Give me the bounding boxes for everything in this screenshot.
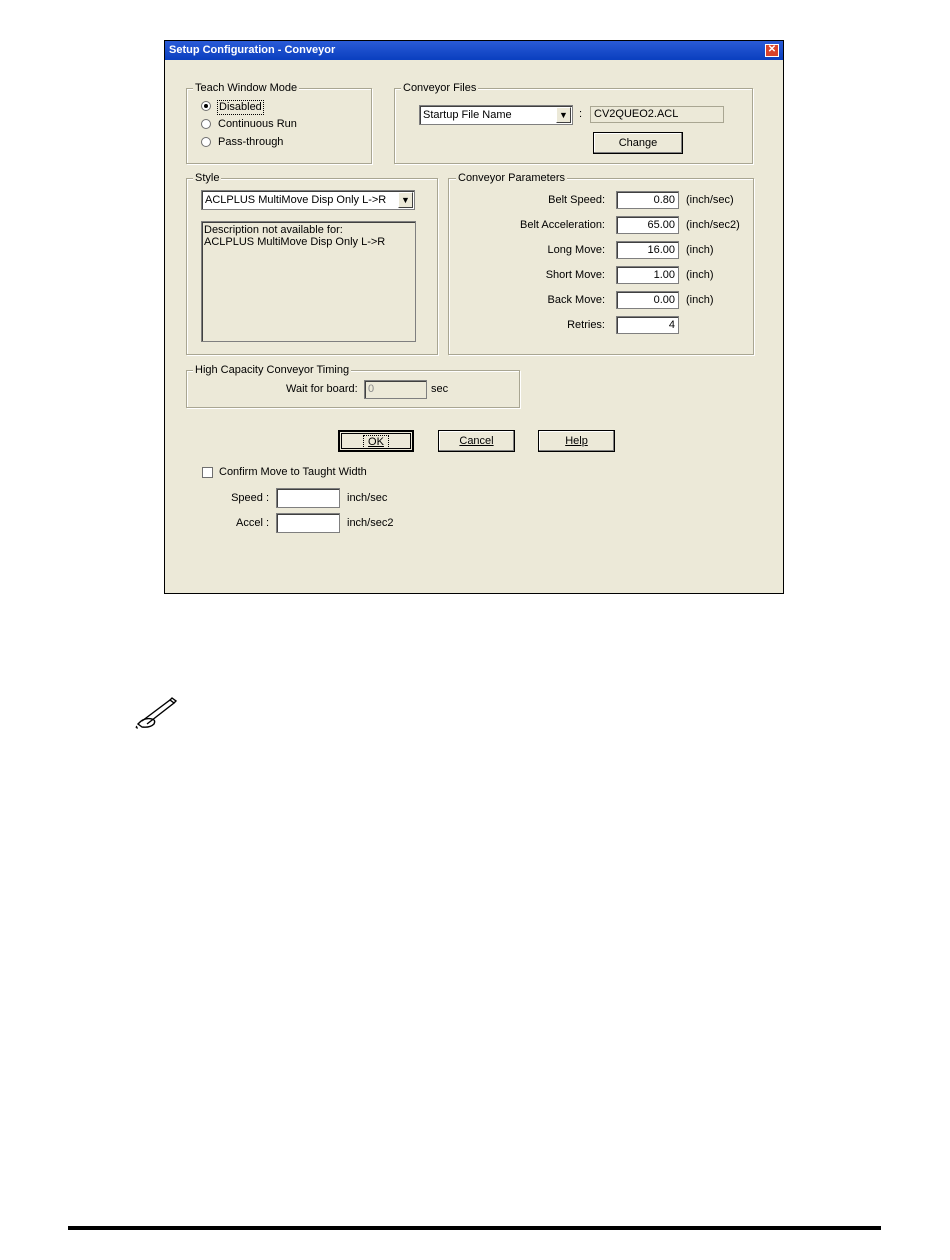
chevron-down-icon[interactable]: ▼: [556, 107, 571, 123]
radio-continuous-run[interactable]: [201, 119, 211, 129]
high-capacity-legend: High Capacity Conveyor Timing: [195, 364, 350, 376]
conveyor-files-legend: Conveyor Files: [403, 82, 477, 94]
radio-pass-through[interactable]: [201, 137, 211, 147]
close-button[interactable]: ✕: [765, 44, 779, 57]
cancel-button-label: Cancel: [459, 435, 494, 447]
teach-window-mode-legend: Teach Window Mode: [195, 82, 298, 94]
ok-button-label: OK: [363, 435, 389, 449]
long-move-input[interactable]: 16.00: [616, 241, 679, 259]
belt-speed-label: Belt Speed:: [548, 194, 605, 206]
style-description-line1: Description not available for:: [204, 224, 343, 236]
long-move-unit: (inch): [686, 244, 714, 256]
style-legend: Style: [195, 172, 220, 184]
style-description-line2: ACLPLUS MultiMove Disp Only L->R: [204, 236, 386, 248]
help-button[interactable]: [538, 430, 615, 452]
retries-label: Retries:: [567, 319, 605, 331]
back-move-input[interactable]: 0.00: [616, 291, 679, 309]
speed-input[interactable]: [276, 488, 340, 508]
long-move-label: Long Move:: [547, 244, 605, 256]
pencil-note-icon: [134, 697, 178, 729]
radio-disabled[interactable]: [201, 101, 211, 111]
confirm-move-label[interactable]: Confirm Move to Taught Width: [219, 466, 367, 478]
conveyor-files-group: [394, 88, 753, 164]
accel-label: Accel :: [235, 517, 269, 529]
retries-input[interactable]: 4: [616, 316, 679, 334]
cancel-button[interactable]: [438, 430, 515, 452]
short-move-input[interactable]: 1.00: [616, 266, 679, 284]
belt-acceleration-label: Belt Acceleration:: [520, 219, 605, 231]
page-bottom-rule: [68, 1226, 881, 1230]
dialog-title: Setup Configuration - Conveyor: [165, 41, 783, 60]
belt-acceleration-input[interactable]: 65.00: [616, 216, 679, 234]
radio-disabled-label[interactable]: Disabled: [219, 101, 262, 113]
change-button[interactable]: Change: [593, 132, 683, 154]
short-move-label: Short Move:: [545, 269, 605, 281]
back-move-label: Back Move:: [547, 294, 605, 306]
conveyor-parameters-legend: Conveyor Parameters: [458, 172, 565, 184]
setup-configuration-dialog: [164, 40, 784, 594]
wait-for-board-input[interactable]: 0: [364, 380, 427, 399]
style-dropdown[interactable]: [201, 190, 415, 210]
file-separator: :: [579, 108, 583, 120]
radio-continuous-run-label[interactable]: Continuous Run: [218, 118, 297, 130]
belt-speed-unit: (inch/sec): [686, 194, 734, 206]
style-dropdown-value: ACLPLUS MultiMove Disp Only L->R: [205, 194, 387, 206]
accel-unit: inch/sec2: [347, 517, 394, 529]
speed-unit: inch/sec: [347, 492, 388, 504]
file-type-dropdown[interactable]: [419, 105, 573, 125]
belt-speed-input[interactable]: 0.80: [616, 191, 679, 209]
back-move-unit: (inch): [686, 294, 714, 306]
wait-for-board-label: Wait for board:: [286, 383, 358, 395]
confirm-move-checkbox[interactable]: [202, 467, 213, 478]
chevron-down-icon[interactable]: ▼: [398, 192, 413, 208]
file-type-dropdown-value: Startup File Name: [423, 109, 512, 121]
radio-pass-through-label[interactable]: Pass-through: [218, 136, 284, 148]
speed-label: Speed :: [231, 492, 269, 504]
wait-for-board-unit: sec: [431, 383, 449, 395]
short-move-unit: (inch): [686, 269, 714, 281]
ok-button[interactable]: [338, 430, 414, 452]
accel-input[interactable]: [276, 513, 340, 533]
style-description-box: [201, 221, 416, 342]
belt-acceleration-unit: (inch/sec2): [686, 219, 740, 231]
help-button-label: Help: [565, 435, 588, 447]
conveyor-filename-display: CV2QUEO2.ACL: [590, 106, 724, 123]
